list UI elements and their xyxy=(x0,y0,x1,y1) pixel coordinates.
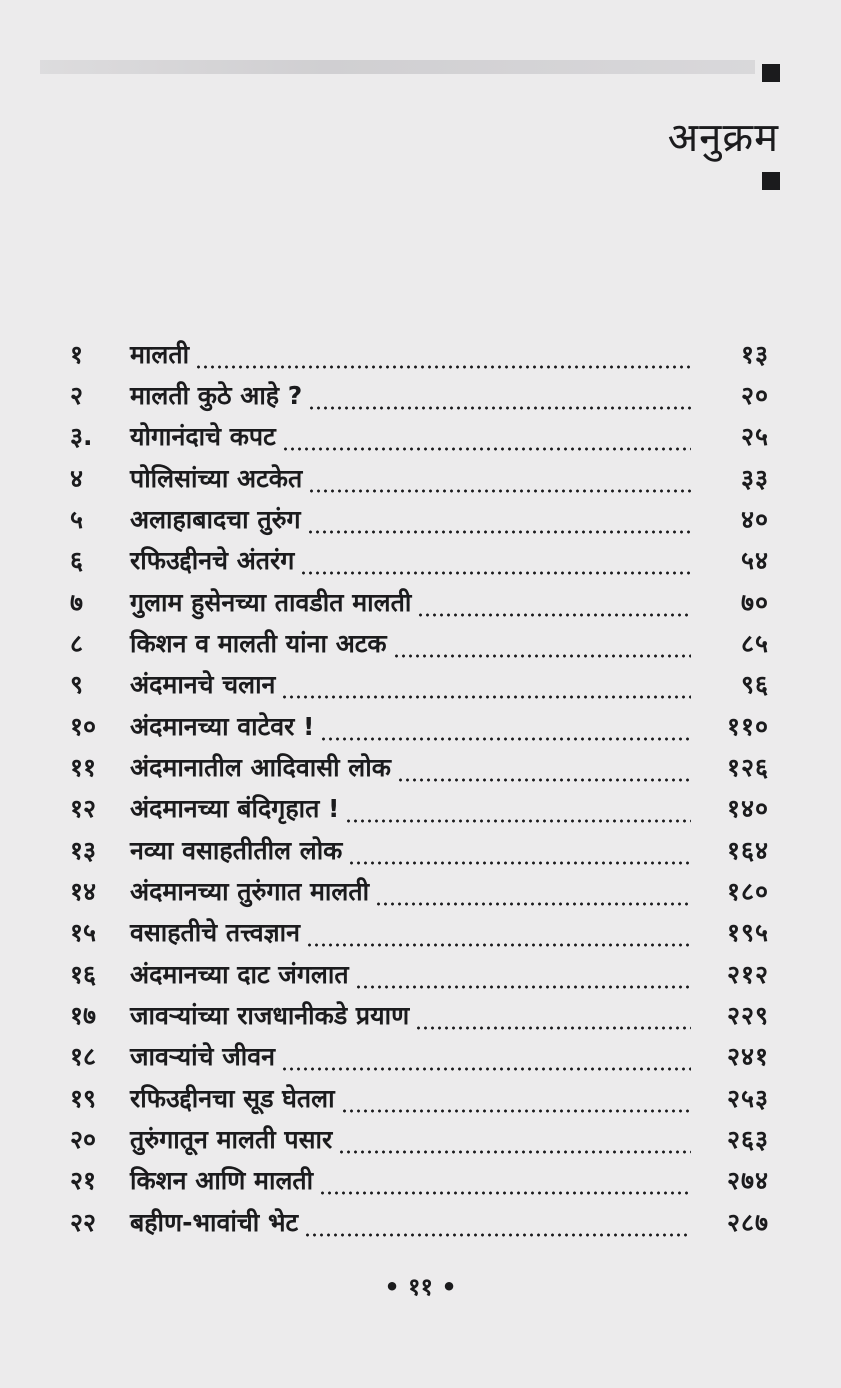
chapter-number: १ xyxy=(70,340,84,369)
dot-leader xyxy=(319,1191,691,1195)
chapter-page-number: १२६ xyxy=(726,753,769,782)
toc-row xyxy=(0,872,841,912)
chapter-number: ७ xyxy=(70,588,84,617)
toc-row xyxy=(0,665,841,705)
dot-leader xyxy=(307,530,691,534)
chapter-title: मालती कुठे आहे ? xyxy=(130,381,303,410)
chapter-entry xyxy=(130,1079,691,1119)
chapter-title: अंदमानचे चलान xyxy=(130,670,276,699)
dot-leader xyxy=(306,943,691,947)
chapter-page-number: २० xyxy=(740,381,769,410)
chapter-page-number: २६३ xyxy=(726,1125,769,1154)
toc-row xyxy=(0,1161,841,1201)
toc-row xyxy=(0,1037,841,1077)
chapter-number: ६ xyxy=(70,546,84,575)
chapter-title: रफिउद्दीनचे अंतरंग xyxy=(130,546,295,575)
chapter-entry xyxy=(130,707,691,747)
dot-leader xyxy=(282,447,691,451)
chapter-entry xyxy=(130,500,691,540)
dot-leader xyxy=(308,406,691,410)
chapter-page-number: २४१ xyxy=(726,1042,769,1071)
chapter-entry xyxy=(130,1037,691,1077)
chapter-number: ४ xyxy=(70,464,84,493)
chapter-page-number: २५३ xyxy=(726,1084,769,1113)
dot-leader xyxy=(300,571,691,575)
chapter-title: अंदमानातील आदिवासी लोक xyxy=(130,753,391,782)
chapter-number: १९ xyxy=(70,1084,97,1113)
chapter-title: तुरुंगातून मालती पसार xyxy=(130,1125,333,1154)
chapter-entry xyxy=(130,955,691,995)
square-ornament-bottom xyxy=(762,172,780,190)
toc-row xyxy=(0,831,841,871)
chapter-entry xyxy=(130,376,691,416)
page-number-footer: • ११ • xyxy=(384,1273,457,1301)
dot-leader xyxy=(320,737,691,741)
chapter-number: ९ xyxy=(70,670,84,699)
chapter-number: ८ xyxy=(70,629,84,658)
chapter-title: अंदमानच्या तुरुंगात मालती xyxy=(130,877,370,906)
chapter-page-number: २५ xyxy=(740,422,769,451)
chapter-number: १३ xyxy=(70,836,97,865)
chapter-entry xyxy=(130,624,691,664)
chapter-title: अंदमानच्या वाटेवर ! xyxy=(130,712,315,741)
chapter-title: मालती xyxy=(130,340,190,369)
chapter-entry xyxy=(130,996,691,1036)
chapter-title: किशन व मालती यांना अटक xyxy=(130,629,387,658)
dot-leader xyxy=(415,1026,691,1030)
dot-leader xyxy=(338,1150,691,1154)
toc-row xyxy=(0,955,841,995)
chapter-entry xyxy=(130,665,691,705)
chapter-number: १२ xyxy=(70,794,97,823)
chapter-number: ५ xyxy=(70,505,84,534)
page-title: अनुक्रम xyxy=(667,115,779,161)
chapter-number: २० xyxy=(70,1125,97,1154)
dot-leader xyxy=(341,1109,691,1113)
chapter-page-number: ४० xyxy=(740,505,769,534)
chapter-page-number: २२९ xyxy=(726,1001,769,1030)
toc-row xyxy=(0,624,841,664)
chapter-number: १८ xyxy=(70,1042,97,1071)
chapter-entry xyxy=(130,541,691,581)
dot-leader xyxy=(345,819,691,823)
chapter-title: जावऱ्यांचे जीवन xyxy=(130,1042,276,1071)
chapter-number: १७ xyxy=(70,1001,97,1030)
chapter-entry xyxy=(130,831,691,871)
chapter-page-number: २७४ xyxy=(726,1166,769,1195)
toc-row xyxy=(0,707,841,747)
chapter-page-number: १४० xyxy=(726,794,769,823)
dot-leader xyxy=(397,778,691,782)
toc-row xyxy=(0,1079,841,1119)
chapter-number: २२ xyxy=(70,1208,97,1237)
chapter-number: २१ xyxy=(70,1166,97,1195)
toc-row xyxy=(0,913,841,953)
chapter-entry xyxy=(130,1203,691,1243)
chapter-page-number: २१२ xyxy=(726,960,769,989)
toc-row xyxy=(0,500,841,540)
chapter-title: किशन आणि मालती xyxy=(130,1166,314,1195)
chapter-entry xyxy=(130,583,691,623)
toc-row xyxy=(0,1203,841,1243)
toc-row xyxy=(0,583,841,623)
toc-row xyxy=(0,541,841,581)
chapter-title: वसाहतीचे तत्त्वज्ञान xyxy=(130,918,301,947)
chapter-page-number: ११० xyxy=(726,712,769,741)
chapter-title: बहीण-भावांची भेट xyxy=(130,1208,299,1237)
dot-leader xyxy=(393,654,691,658)
chapter-entry xyxy=(130,872,691,912)
toc-row xyxy=(0,789,841,829)
square-ornament-top xyxy=(762,64,780,82)
dot-leader xyxy=(375,902,691,906)
toc-row xyxy=(0,417,841,457)
chapter-page-number: ५४ xyxy=(740,546,769,575)
toc-row xyxy=(0,748,841,788)
dot-leader xyxy=(355,985,691,989)
toc-row xyxy=(0,376,841,416)
chapter-page-number: ३३ xyxy=(740,464,769,493)
dot-leader xyxy=(417,613,691,617)
toc-row xyxy=(0,1120,841,1160)
chapter-title: अंदमानच्या दाट जंगलात xyxy=(130,960,349,989)
dot-leader xyxy=(308,489,691,493)
chapter-entry xyxy=(130,335,691,375)
chapter-title: योगानंदाचे कपट xyxy=(130,422,276,451)
toc-row xyxy=(0,996,841,1036)
chapter-page-number: १६४ xyxy=(726,836,769,865)
chapter-title: जावऱ्यांच्या राजधानीकडे प्रयाण xyxy=(130,1001,410,1030)
chapter-title: नव्या वसाहतीतील लोक xyxy=(130,836,343,865)
chapter-title: पोलिसांच्या अटकेत xyxy=(130,464,303,493)
chapter-page-number: १९५ xyxy=(726,918,769,947)
chapter-entry xyxy=(130,417,691,457)
chapter-entry xyxy=(130,1120,691,1160)
dot-leader xyxy=(348,861,691,865)
dot-leader xyxy=(195,365,691,369)
toc-row xyxy=(0,459,841,499)
chapter-entry xyxy=(130,748,691,788)
dot-leader xyxy=(281,1067,691,1071)
chapter-page-number: २८७ xyxy=(726,1208,769,1237)
chapter-page-number: ८५ xyxy=(740,629,769,658)
chapter-entry xyxy=(130,1161,691,1201)
chapter-page-number: ९६ xyxy=(740,670,769,699)
chapter-title: अंदमानच्या बंदिगृहात ! xyxy=(130,794,340,823)
toc-row xyxy=(0,335,841,375)
chapter-page-number: १८० xyxy=(726,877,769,906)
chapter-number: १५ xyxy=(70,918,97,947)
chapter-entry xyxy=(130,459,691,499)
chapter-page-number: ७० xyxy=(740,588,769,617)
chapter-number: ३. xyxy=(70,422,93,451)
chapter-number: १४ xyxy=(70,877,97,906)
chapter-title: गुलाम हुसेनच्या तावडीत मालती xyxy=(130,588,412,617)
chapter-page-number: १३ xyxy=(740,340,769,369)
chapter-title: अलाहाबादचा तुरुंग xyxy=(130,505,301,534)
chapter-number: ११ xyxy=(70,753,97,782)
dot-leader xyxy=(304,1233,691,1237)
chapter-number: १६ xyxy=(70,960,97,989)
chapter-number: २ xyxy=(70,381,84,410)
chapter-entry xyxy=(130,913,691,953)
chapter-entry xyxy=(130,789,691,829)
chapter-number: १० xyxy=(70,712,97,741)
dot-leader xyxy=(281,695,691,699)
chapter-title: रफिउद्दीनचा सूड घेतला xyxy=(130,1084,335,1113)
header-rule xyxy=(40,60,755,74)
